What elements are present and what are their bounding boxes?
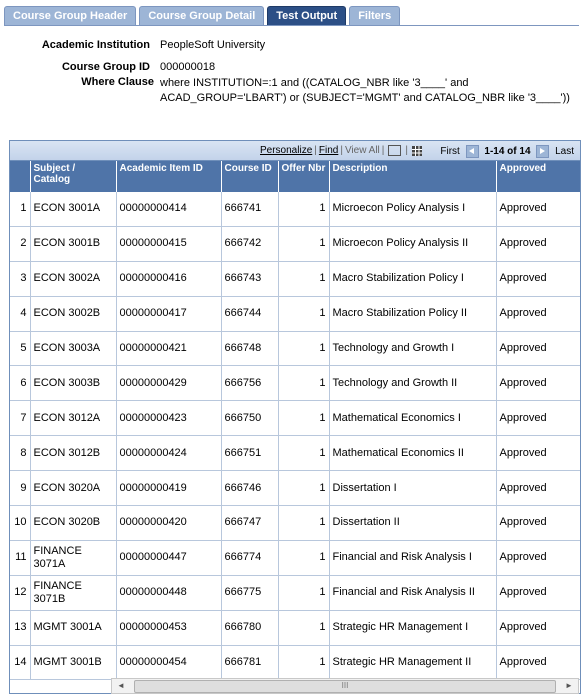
cell-course-id: 666741 [221,192,278,226]
cell-course-id: 666751 [221,436,278,471]
cell-approved: Approved [496,226,580,261]
cell-approved: Approved [496,401,580,436]
cell-description: Microecon Policy Analysis I [329,192,496,226]
cell-subject-catalog: ECON 3020B [30,506,116,541]
table-row [10,261,580,296]
cell-row-number: 12 [10,575,30,610]
cell-description: Financial and Risk Analysis I [329,540,496,575]
results-grid [9,140,581,694]
cell-course-id: 666742 [221,226,278,261]
cell-academic-item-id: 00000000421 [116,331,221,366]
cell-row-number: 14 [10,645,30,680]
table-row [10,540,580,575]
table-row [10,471,580,506]
cell-approved: Approved [496,540,580,575]
col-header-subject-catalog[interactable]: Subject / Catalog [30,161,116,192]
cell-offer-nbr: 1 [278,261,329,296]
table-row [10,645,580,680]
cell-offer-nbr: 1 [278,610,329,645]
cell-subject-catalog: FINANCE 3071B [30,575,116,610]
cell-description: Microecon Policy Analysis II [329,226,496,261]
view-all-link[interactable]: View All [344,145,380,157]
tab-divider [4,25,579,26]
cell-offer-nbr: 1 [278,540,329,575]
col-header-academic-item-id[interactable]: Academic Item ID [116,161,221,192]
cell-academic-item-id: 00000000415 [116,226,221,261]
cell-row-number: 10 [10,506,30,541]
group-id-value: 000000018 [160,61,216,73]
table-row [10,401,580,436]
cell-offer-nbr: 1 [278,226,329,261]
cell-row-number: 1 [10,192,30,226]
cell-approved: Approved [496,575,580,610]
col-header-row-number [10,161,30,192]
institution-value: PeopleSoft University [160,39,266,51]
cell-subject-catalog: ECON 3002A [30,261,116,296]
table-row [10,192,580,226]
cell-subject-catalog: MGMT 3001B [30,645,116,680]
cell-academic-item-id: 00000000454 [116,645,221,680]
tab-filters[interactable]: Filters [349,6,400,26]
cell-description: Technology and Growth I [329,331,496,366]
cell-row-number: 9 [10,471,30,506]
cell-academic-item-id: 00000000447 [116,540,221,575]
cell-subject-catalog: ECON 3001B [30,226,116,261]
new-window-icon[interactable] [388,145,401,156]
cell-description: Strategic HR Management I [329,610,496,645]
cell-description: Macro Stabilization Policy I [329,261,496,296]
cell-course-id: 666756 [221,366,278,401]
cell-row-number: 8 [10,436,30,471]
cell-academic-item-id: 00000000420 [116,506,221,541]
cell-description: Financial and Risk Analysis II [329,575,496,610]
cell-row-number: 6 [10,366,30,401]
personalize-link[interactable]: Personalize [260,145,313,157]
cell-approved: Approved [496,471,580,506]
cell-description: Dissertation II [329,506,496,541]
cell-row-number: 5 [10,331,30,366]
tab-course-group-header[interactable]: Course Group Header [4,6,136,26]
cell-row-number: 2 [10,226,30,261]
cell-course-id: 666775 [221,575,278,610]
cell-offer-nbr: 1 [278,436,329,471]
cell-academic-item-id: 00000000429 [116,366,221,401]
table-row [10,296,580,331]
cell-course-id: 666744 [221,296,278,331]
cell-course-id: 666780 [221,610,278,645]
group-id-label: Course Group ID [61,61,150,73]
cell-course-id: 666781 [221,645,278,680]
cell-description: Macro Stabilization Policy II [329,296,496,331]
cell-row-number: 4 [10,296,30,331]
row-range: 1-14 of 14 [484,146,531,158]
grid-pager [440,145,574,158]
cell-offer-nbr: 1 [278,645,329,680]
institution-label: Academic Institution [41,39,150,51]
table-row [10,436,580,471]
cell-course-id: 666748 [221,331,278,366]
last-label[interactable]: Last [555,146,574,158]
cell-row-number: 3 [10,261,30,296]
cell-academic-item-id: 00000000424 [116,436,221,471]
table-row [10,506,580,541]
cell-academic-item-id: 00000000414 [116,192,221,226]
cell-row-number: 11 [10,540,30,575]
cell-academic-item-id: 00000000419 [116,471,221,506]
col-header-offer-nbr[interactable]: Offer Nbr [278,161,329,192]
table-row [10,575,580,610]
cell-offer-nbr: 1 [278,366,329,401]
cell-approved: Approved [496,645,580,680]
cell-offer-nbr: 1 [278,331,329,366]
cell-description: Dissertation I [329,471,496,506]
cell-course-id: 666747 [221,506,278,541]
cell-offer-nbr: 1 [278,296,329,331]
first-label[interactable]: First [440,146,460,158]
scrollbar-thumb[interactable]: III [134,680,556,693]
cell-subject-catalog: ECON 3002B [30,296,116,331]
cell-subject-catalog: ECON 3003B [30,366,116,401]
cell-course-id: 666750 [221,401,278,436]
cell-course-id: 666746 [221,471,278,506]
table-row [10,366,580,401]
cell-offer-nbr: 1 [278,471,329,506]
col-header-approved[interactable]: Approved [496,161,580,192]
cell-description: Technology and Growth II [329,366,496,401]
scroll-right-arrow-icon[interactable]: ► [565,681,573,690]
cell-approved: Approved [496,436,580,471]
cell-course-id: 666774 [221,540,278,575]
cell-offer-nbr: 1 [278,401,329,436]
cell-subject-catalog: ECON 3012A [30,401,116,436]
cell-subject-catalog: ECON 3001A [30,192,116,226]
previous-arrow-icon[interactable] [466,145,479,158]
cell-description: Mathematical Economics II [329,436,496,471]
where-clause-label: Where Clause [81,76,154,88]
cell-approved: Approved [496,296,580,331]
tab-course-group-detail[interactable]: Course Group Detail [139,6,264,26]
download-grid-icon[interactable] [412,146,422,156]
results-table [10,161,581,680]
table-header-row [10,161,580,192]
grid-navigation-bar: Personalize | Find | View All | | First 1-14 of 14 Last [10,141,580,161]
table-row [10,331,580,366]
cell-subject-catalog: ECON 3020A [30,471,116,506]
cell-description: Mathematical Economics I [329,401,496,436]
cell-subject-catalog: ECON 3003A [30,331,116,366]
cell-approved: Approved [496,331,580,366]
cell-subject-catalog: FINANCE 3071A [30,540,116,575]
cell-academic-item-id: 00000000417 [116,296,221,331]
scroll-left-arrow-icon[interactable]: ◄ [117,681,125,690]
cell-academic-item-id: 00000000423 [116,401,221,436]
where-clause-value: where INSTITUTION=:1 and ((CATALOG_NBR like '3____' and ACAD_GROUP='LBART') or (SUBJECT='MGMT' and CATALOG_NBR like '3____')) [160,77,570,104]
cell-subject-catalog: ECON 3012B [30,436,116,471]
table-row [10,610,580,645]
next-arrow-icon[interactable] [536,145,549,158]
cell-offer-nbr: 1 [278,192,329,226]
cell-subject-catalog: MGMT 3001A [30,610,116,645]
cell-approved: Approved [496,610,580,645]
find-link[interactable]: Find [318,145,339,157]
tab-test-output[interactable]: Test Output [267,6,346,26]
cell-offer-nbr: 1 [278,575,329,610]
cell-row-number: 7 [10,401,30,436]
cell-approved: Approved [496,366,580,401]
cell-offer-nbr: 1 [278,506,329,541]
cell-course-id: 666743 [221,261,278,296]
cell-academic-item-id: 00000000416 [116,261,221,296]
table-row [10,226,580,261]
cell-approved: Approved [496,506,580,541]
page-tabs [4,6,403,26]
col-header-course-id[interactable]: Course ID [221,161,278,192]
cell-academic-item-id: 00000000453 [116,610,221,645]
cell-row-number: 13 [10,610,30,645]
cell-academic-item-id: 00000000448 [116,575,221,610]
horizontal-scrollbar[interactable] [111,678,579,694]
cell-description: Strategic HR Management II [329,645,496,680]
col-header-description[interactable]: Description [329,161,496,192]
cell-approved: Approved [496,261,580,296]
cell-approved: Approved [496,192,580,226]
